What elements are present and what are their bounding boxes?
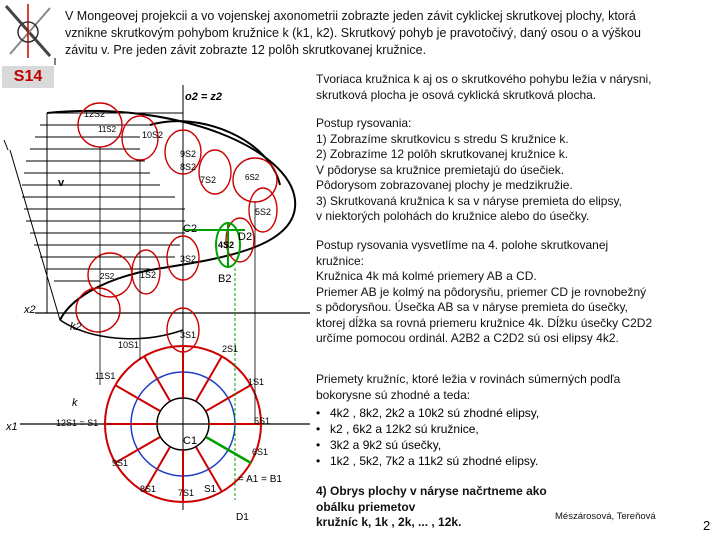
label-s1: 5S1 xyxy=(254,416,271,426)
label-s1: 9S1 xyxy=(112,458,129,468)
frame-line xyxy=(10,150,60,320)
label-s1: 6S1 xyxy=(252,447,269,457)
text-line: V pôdoryse sa kružnice premietajú do úsečiek. xyxy=(316,162,565,177)
text-line: Kružnica 4k má kolmé priemery AB a CD. xyxy=(316,269,537,283)
text-line: Priemety kružníc, ktoré ležia v rovinách súmerných podľa xyxy=(316,372,621,386)
label-s2: 1S2 xyxy=(140,270,157,280)
label-s2: 8S2 xyxy=(180,162,197,172)
text-line: Postup rysovania vysvetlíme na 4. polohe skrutkovanej xyxy=(316,238,609,252)
label-s2: 2S2 xyxy=(100,272,115,281)
list-item: • k2 , 6k2 a 12k2 sú kružnice, xyxy=(330,421,539,437)
text-line: 3) Skrutkovaná kružnica k sa v náryse premieta do elipsy, xyxy=(316,193,622,208)
label-s2: 3S2 xyxy=(180,254,197,264)
label-c2: C2 xyxy=(183,223,198,235)
label-k1: k xyxy=(72,397,78,409)
page-number: 2 xyxy=(703,518,711,533)
list-item: • 3k2 a 9k2 sú úsečky, xyxy=(330,437,539,453)
label-s1: 2S1 xyxy=(222,344,239,354)
label-v: v xyxy=(58,177,65,189)
label-s1: 3S1 xyxy=(180,330,197,340)
text-line: Postup rysovania: xyxy=(316,116,412,130)
label-s2: 10S2 xyxy=(142,130,164,140)
explanation-paragraph xyxy=(316,238,652,347)
text-line: Priemer AB je kolmý na pôdorysňu, priemer CD je rovnobežný xyxy=(316,284,647,299)
outline-paragraph xyxy=(316,484,576,531)
slide-badge: S14 xyxy=(2,66,54,88)
text-line: Tvoriaca kružnica k aj os o skrutkového pohybu ležia v nárysni, xyxy=(316,72,652,86)
label-s2: 5S2 xyxy=(255,207,272,217)
header-line: V Mongeovej projekcii a vo vojenskej axonometrii zobrazte jeden závit cyklickej skrutkovej plochy, ktorá xyxy=(65,9,636,23)
authors: Mészárosová, Tereňová xyxy=(555,511,656,522)
label-s1: 12S1 = S1 xyxy=(56,418,99,428)
text-line: kružnice: xyxy=(316,253,365,268)
list-item: • 1k2 , 5k2, 7k2 a 11k2 sú zhodné elipsy. xyxy=(330,453,539,469)
text-line: kružníc k, 1k , 2k, ... , 12k. xyxy=(316,515,462,529)
label-s2: 4S2 xyxy=(218,240,235,250)
label-o2: o2 = z2 xyxy=(185,91,222,103)
text-line: v niektorých polohách do kružnice alebo do úsečky. xyxy=(316,209,590,223)
text-line: 2) Zobrazíme 12 polôh skrutkovanej kružnice k. xyxy=(316,147,569,161)
label-s1-center: S1 xyxy=(204,484,217,495)
label-x1: x1 xyxy=(6,421,18,433)
label-s1: 1S1 xyxy=(248,377,265,387)
symmetry-list xyxy=(316,405,539,469)
text-line: 1) Zobrazíme skrutkovicu s stredu S kružnice k. xyxy=(316,131,569,146)
label-s2: 7S2 xyxy=(200,175,217,185)
procedure-paragraph xyxy=(316,116,622,225)
label-s1: 11S1 xyxy=(95,371,116,381)
circle-k2 xyxy=(76,288,120,332)
text-line: určíme pomocou ordinál. A2B2 a C2D2 sú osi elipsy 4k2. xyxy=(316,331,619,345)
label-d2: D2 xyxy=(238,231,253,243)
text-line: ktorej dĺžka sa rovná priemeru kružnice 4k. Dĺžku úsečky C2D2 xyxy=(316,315,653,330)
text-line: skrutková plocha je osová cyklická skrutková plocha. xyxy=(316,87,597,102)
header-line: závitu v. Pre jeden závit zobrazte 12 polôh skrutkovanej kružnice. xyxy=(65,43,427,57)
text-line: bokorysne sú zhodné a teda: xyxy=(316,387,471,402)
label-s2: 11S2 xyxy=(98,125,117,134)
list-item: • 4k2 , 8k2, 2k2 a 10k2 sú zhodné elipsy, xyxy=(330,405,539,421)
text-line: s pôdorysňou. Úsečka AB sa v náryse premieta do úsečky, xyxy=(316,300,628,314)
frame-line xyxy=(4,140,8,150)
label-x2: x2 xyxy=(24,304,36,316)
highlight-radial xyxy=(206,437,251,463)
label-s1-right: = A1 = B1 xyxy=(238,474,282,485)
label-s2: 12S2 xyxy=(84,109,106,119)
text-line: 4) Obrys plochy v náryse načrtneme ako obálku priemetov xyxy=(316,484,547,514)
ordinals xyxy=(100,147,255,424)
circles-k2 xyxy=(76,103,277,352)
ellipse-k2 xyxy=(199,150,231,194)
label-d1: D1 xyxy=(236,512,249,523)
label-b2: B2 xyxy=(218,273,232,285)
label-s1: 10S1 xyxy=(118,340,140,350)
label-c1: C1 xyxy=(183,435,198,447)
intro-paragraph xyxy=(316,72,652,103)
label-s2: 6S2 xyxy=(245,173,260,182)
label-s1: 8S1 xyxy=(140,484,157,494)
label-s1: 7S1 xyxy=(178,488,195,498)
label-s2: 9S2 xyxy=(180,149,197,159)
label-k2: k2 xyxy=(70,321,82,333)
symmetry-paragraph xyxy=(316,372,620,403)
header-line: vznikne skrutkovým pohybom kružnice k (k1, k2). Skrutkový pohyb je pravotočivý, daný osou o a výškou xyxy=(65,26,641,40)
text-line: Pôdorysom zobrazovanej plochy je medzikružie. xyxy=(316,178,573,192)
